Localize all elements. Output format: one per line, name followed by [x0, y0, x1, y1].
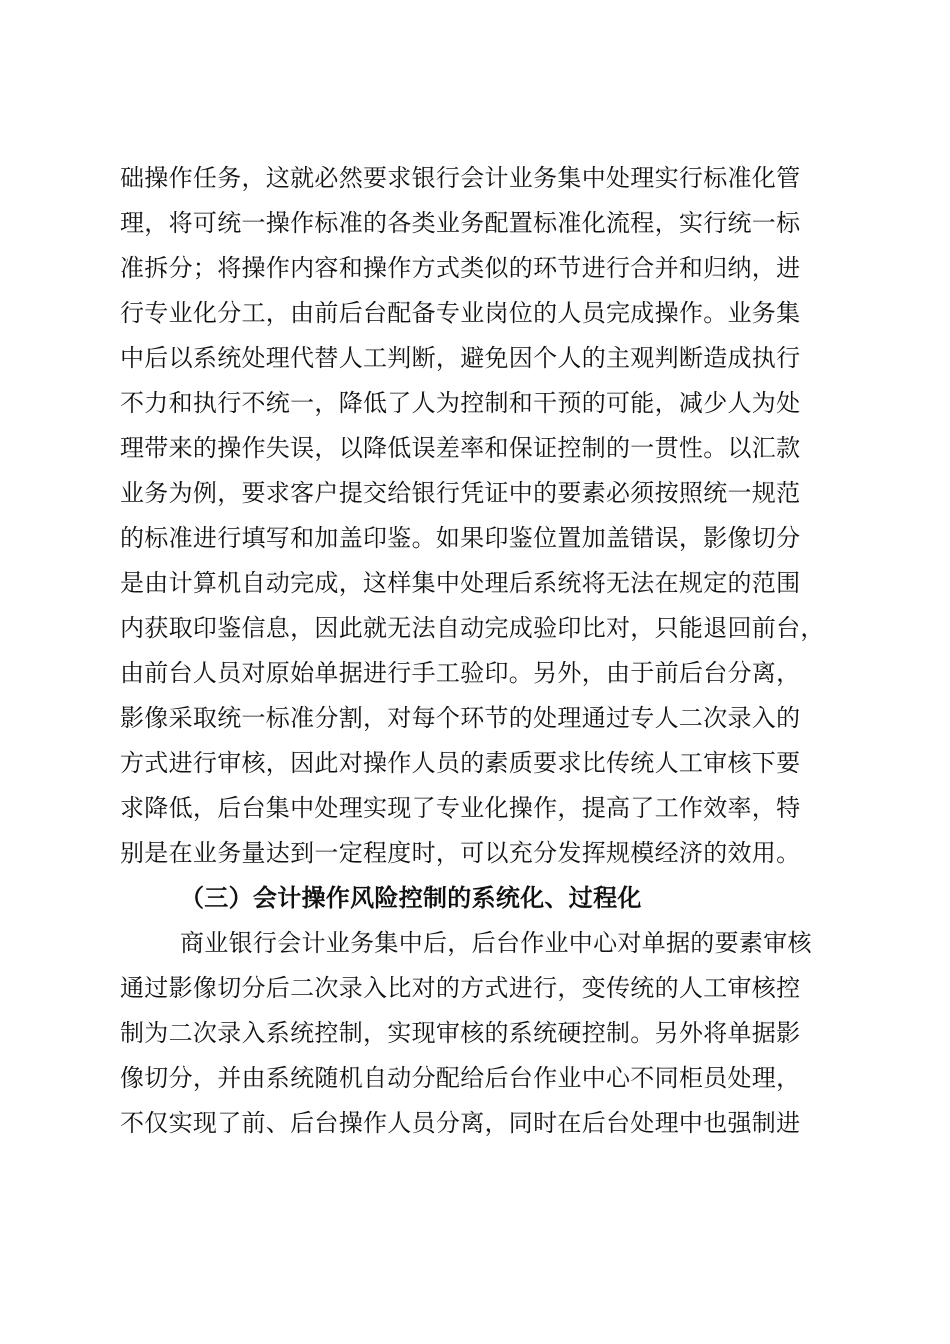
paragraph-line: 业务为例，要求客户提交给银行凭证中的要素必须按照统一规范	[120, 479, 801, 507]
paragraph-line: 方式进行审核，因此对操作人员的素质要求比传统人工审核下要	[120, 749, 801, 777]
paragraph-line: 准拆分；将操作内容和操作方式类似的环节进行合并和归纳，进	[120, 254, 801, 282]
paragraph-line: 别是在业务量达到一定程度时，可以充分发挥规模经济的效用。	[120, 839, 801, 867]
section-heading: （三）会计操作风险控制的系统化、过程化	[180, 884, 642, 912]
paragraph-line: 内获取印鉴信息，因此就无法自动完成验印比对，只能退回前台，	[120, 614, 825, 642]
paragraph-line: 通过影像切分后二次录入比对的方式进行，变传统的人工审核控	[120, 974, 801, 1002]
paragraph-line: 理，将可统一操作标准的各类业务配置标准化流程，实行统一标	[120, 209, 801, 237]
paragraph-line: 中后以系统处理代替人工判断，避免因个人的主观判断造成执行	[120, 344, 801, 372]
paragraph-line: 础操作任务，这就必然要求银行会计业务集中处理实行标准化管	[120, 164, 801, 192]
paragraph-line: 由前台人员对原始单据进行手工验印。另外，由于前后台分离，	[120, 659, 801, 687]
paragraph-line: 理带来的操作失误，以降低误差率和保证控制的一贯性。以汇款	[120, 434, 801, 462]
paragraph-line: 的标准进行填写和加盖印鉴。如果印鉴位置加盖错误，影像切分	[120, 524, 801, 552]
paragraph-line: 不仅实现了前、后台操作人员分离，同时在后台处理中也强制进	[120, 1109, 801, 1137]
paragraph-line: 商业银行会计业务集中后，后台作业中心对单据的要素审核	[180, 929, 812, 957]
paragraph-line: 求降低，后台集中处理实现了专业化操作，提高了工作效率，特	[120, 794, 801, 822]
paragraph-line: 行专业化分工，由前后台配备专业岗位的人员完成操作。业务集	[120, 299, 801, 327]
paragraph-line: 不力和执行不统一，降低了人为控制和干预的可能，减少人为处	[120, 389, 801, 417]
paragraph-line: 影像采取统一标准分割，对每个环节的处理通过专人二次录入的	[120, 704, 801, 732]
paragraph-line: 是由计算机自动完成，这样集中处理后系统将无法在规定的范围	[120, 569, 801, 597]
paragraph-line: 制为二次录入系统控制，实现审核的系统硬控制。另外将单据影	[120, 1019, 801, 1047]
paragraph-line: 像切分，并由系统随机自动分配给后台作业中心不同柜员处理，	[120, 1064, 801, 1092]
